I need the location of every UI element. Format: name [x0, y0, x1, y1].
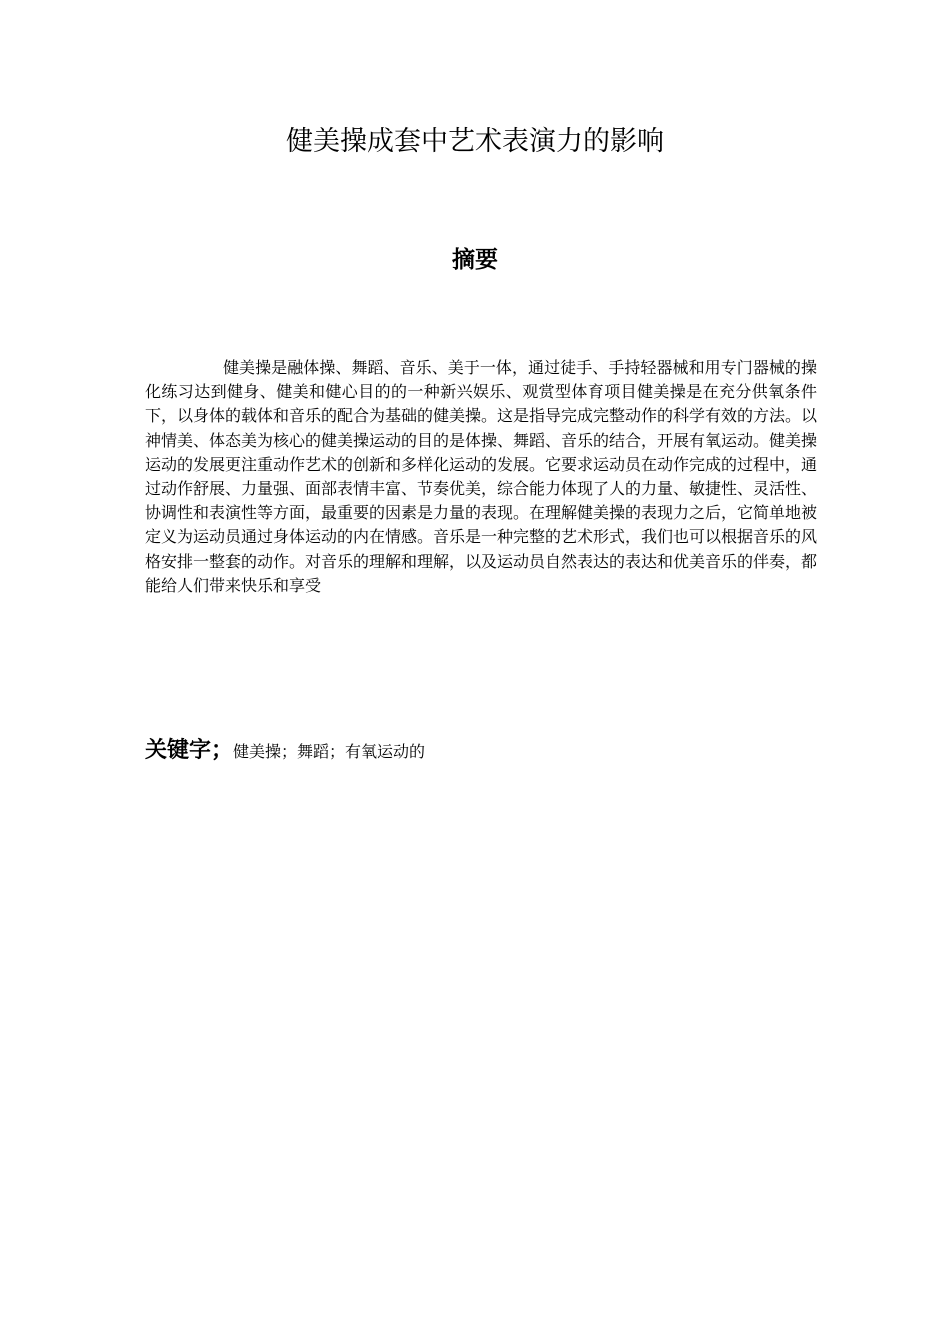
keywords-text: 健美操；舞蹈；有氧运动的	[233, 742, 426, 761]
abstract-body: 健美操是融体操、舞蹈、音乐、美于一体，通过徒手、手持轻器械和用专门器械的操化练习达到健身、健美和健心目的的一种新兴娱乐、观赏型体育项目健美操是在充分供氧条件下，以身体的载体和音乐的配合为基础的健美操。这是指导完成完整动作的科学有效的方法。以神情美、体态美为核心的健美操运动的目的是体操、舞蹈、音乐的结合，开展有氧运动。健美操运动的发展更注重动作艺术的创新和多样化运动的发展。它要求运动员在动作完成的过程中，通过动作舒展、力量强、面部表情丰富、节奏优美，综合能力体现了人的力量、敏捷性、灵活性、协调性和表演性等方面，最重要的因素是力量的表现。在理解健美操的表现力之后，它简单地被定义为运动员通过身体运动的内在情感。音乐是一种完整的艺术形式，我们也可以根据音乐的风格安排一整套的动作。对音乐的理解和理解，以及运动员自然表达的表达和优美音乐的伴奏，都能给人们带来快乐和享受	[145, 358, 818, 595]
abstract-heading: 摘要	[452, 247, 498, 273]
document-title: 健美操成套中艺术表演力的影响	[286, 126, 664, 157]
keywords-label: 关键字；	[145, 738, 234, 763]
keywords-line	[145, 733, 817, 764]
